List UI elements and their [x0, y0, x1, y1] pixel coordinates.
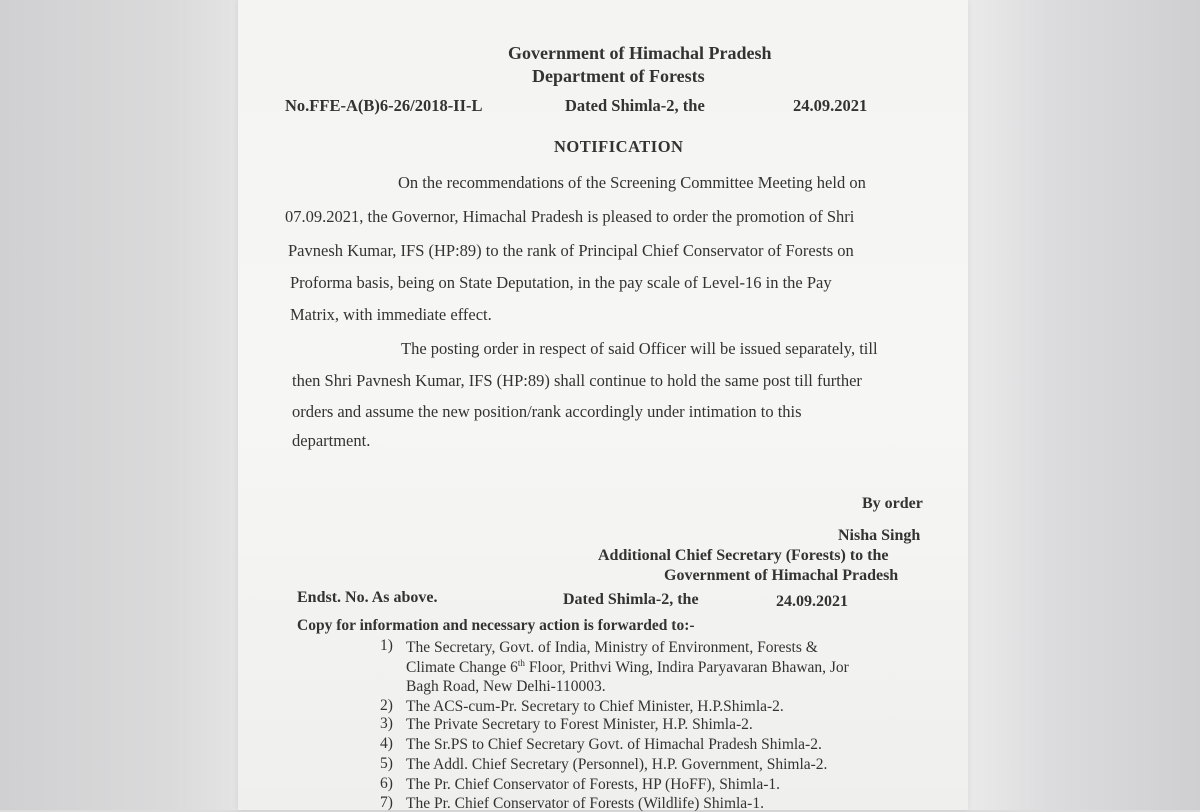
copy-item-3-number: 3) [380, 715, 393, 732]
para1-line4: Proforma basis, being on State Deputation, in the pay scale of Level-16 in the Pay [290, 273, 832, 292]
dept-heading: Department of Forests [532, 66, 705, 86]
copy-item-5-number: 5) [380, 755, 393, 772]
notification-title: NOTIFICATION [554, 137, 684, 156]
para2-line1: The posting order in respect of said Officer will be issued separately, till [401, 339, 878, 358]
para1-line5: Matrix, with immediate effect. [290, 305, 492, 324]
background-right [950, 0, 1200, 810]
para1-line1: On the recommendations of the Screening Committee Meeting held on [398, 173, 866, 192]
copy-item-2-number: 2) [380, 697, 393, 714]
endorsement-number: Endst. No. As above. [297, 589, 438, 606]
copy-item-7-number: 7) [380, 794, 393, 811]
notification-document [238, 0, 968, 810]
copy-item-1-line3: Bagh Road, New Delhi-110003. [406, 678, 606, 695]
signatory-name: Nisha Singh [838, 527, 921, 544]
reference-number: No.FFE-A(B)6-26/2018-II-L [285, 96, 483, 115]
copy-item-3: The Private Secretary to Forest Minister, H.P. Shimla-2. [406, 716, 753, 733]
copy-item-1-line2: Climate Change 6th Floor, Prithvi Wing, Indira Paryavaran Bhawan, Jor [406, 658, 849, 676]
signatory-designation: Additional Chief Secretary (Forests) to the [598, 547, 889, 564]
govt-heading: Government of Himachal Pradesh [508, 43, 772, 63]
copy-item-1-line1: The Secretary, Govt. of India, Ministry of Environment, Forests & [406, 639, 818, 656]
copy-item-5: The Addl. Chief Secretary (Personnel), H.P. Government, Shimla-2. [406, 756, 828, 773]
copy-item-4: The Sr.PS to Chief Secretary Govt. of Himachal Pradesh Shimla-2. [406, 736, 822, 753]
para1-line2: 07.09.2021, the Governor, Himachal Pradesh is pleased to order the promotion of Shri [285, 207, 855, 226]
background-left [0, 0, 240, 810]
copy-item-1-number: 1) [380, 637, 393, 654]
copy-item-6: The Pr. Chief Conservator of Forests, HP (HoFF), Shimla-1. [406, 776, 780, 793]
copy-item-6-number: 6) [380, 775, 393, 792]
reference-dated-label: Dated Shimla-2, the [565, 96, 705, 115]
copy-forward-line: Copy for information and necessary action is forwarded to:- [297, 617, 695, 634]
copy-item-2: The ACS-cum-Pr. Secretary to Chief Minister, H.P.Shimla-2. [406, 698, 784, 715]
by-order: By order [862, 495, 923, 512]
endorsement-dated-label: Dated Shimla-2, the [563, 591, 699, 608]
para2-line3: orders and assume the new position/rank accordingly under intimation to this [292, 402, 802, 421]
para2-line4: department. [292, 431, 371, 450]
para1-line3: Pavnesh Kumar, IFS (HP:89) to the rank of Principal Chief Conservator of Forests on [288, 241, 854, 260]
signatory-government: Government of Himachal Pradesh [664, 567, 899, 584]
copy-item-4-number: 4) [380, 735, 393, 752]
copy-item-7: The Pr. Chief Conservator of Forests (Wildlife) Shimla-1. [406, 795, 764, 812]
endorsement-date: 24.09.2021 [776, 593, 848, 610]
reference-date: 24.09.2021 [793, 96, 868, 115]
para2-line2: then Shri Pavnesh Kumar, IFS (HP:89) shall continue to hold the same post till further [292, 371, 862, 390]
